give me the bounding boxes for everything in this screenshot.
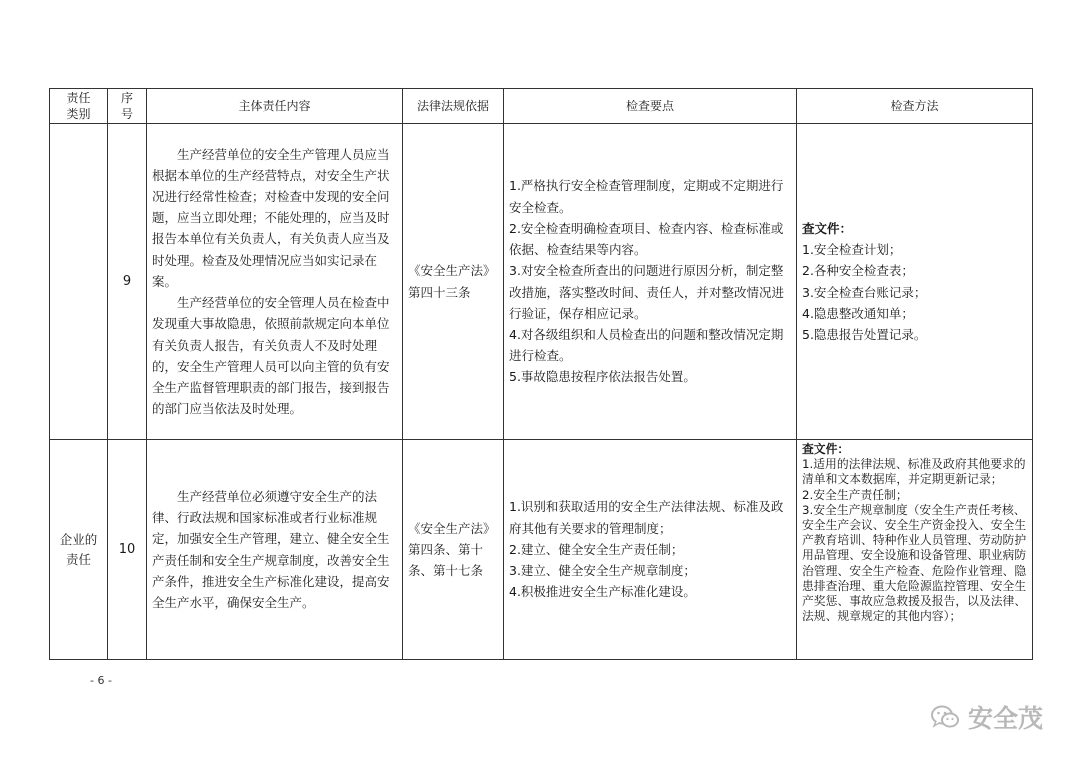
header-law: 法律法规依据 (403, 89, 504, 124)
page-number: - 6 - (90, 674, 112, 687)
check-point-item: 3.对安全检查所查出的问题进行原因分析，制定整改措施，落实整改时间、责任人，并对整改情况进行验证，保存相应记录。 (509, 263, 785, 321)
method-item: 4.隐患整改通知单； (802, 305, 914, 321)
check-point-item: 1.识别和获取适用的安全生产法律法规、标准及政府其他有关要求的管理制度； (509, 499, 784, 536)
check-method (797, 440, 1033, 660)
check-point-item: 2.建立、健全安全生产责任制； (509, 541, 684, 557)
header-number: 序 号 (108, 89, 147, 124)
header-points: 检查要点 (504, 89, 797, 124)
check-point-item: 5.事故隐患按程序依法报告处置。 (509, 369, 696, 385)
content-paragraph: 生产经营单位必须遵守安全生产的法律、行政法规和国家标准或者行业标准规定，加强安全生产管理，建立、健全安全生产责任制和安全生产规章制度，改善安全生产条件，推进安全生产标准化建设，提高安全生产水平，确保安全生产。 (152, 488, 390, 610)
check-points (504, 124, 797, 440)
law-basis: 《安全生产法》第四十三条 (403, 124, 504, 440)
method-item: 5.隐患报告处置记录。 (802, 326, 927, 342)
responsibility-content (147, 440, 403, 660)
method-item: 1.适用的法律法规、标准及政府其他要求的清单和文本数据库，并定期更新记录； (802, 457, 1026, 487)
table-row (50, 440, 1033, 660)
check-points (504, 440, 797, 660)
row-number: 9 (108, 124, 147, 440)
method-item: 1.安全检查计划； (802, 242, 902, 258)
responsibility-table (49, 88, 1033, 660)
content-paragraph: 生产经营单位的安全生产管理人员应当根据本单位的生产经营特点，对安全生产状况进行经常性检查；对检查中发现的安全问题，应当立即处理；不能处理的，应当及时报告本单位有关负责人，有关负责人应当及时处理。检查及处理情况应当如实记录在案。 (152, 146, 390, 289)
method-item: 3.安全检查台账记录； (802, 284, 927, 300)
check-point-item: 4.积极推进安全生产标准化建设。 (509, 584, 696, 600)
content-paragraph: 生产经营单位的安全管理人员在检查中发现重大事故隐患，依照前款规定向本单位有关负责人报告，有关负责人不及时处理的，安全生产管理人员可以向主管的负有安全生产监督管理职责的部门报告，接到报告的部门应当依法及时处理。 (152, 295, 390, 417)
table-row (50, 124, 1033, 440)
check-method (797, 124, 1033, 440)
account-watermark (930, 700, 1050, 734)
header-method: 检查方法 (797, 89, 1033, 124)
check-point-item: 3.建立、健全安全生产规章制度； (509, 563, 696, 579)
header-content: 主体责任内容 (147, 89, 403, 124)
row-number: 10 (108, 440, 147, 660)
table-header-row (50, 89, 1033, 124)
method-title: 查文件： (802, 220, 853, 236)
method-item: 2.各种安全检查表； (802, 263, 914, 279)
header-category: 责任 类别 (50, 89, 108, 124)
method-item: 2.安全生产责任制； (802, 487, 908, 502)
method-title: 查文件： (802, 442, 850, 456)
check-point-item: 2.安全检查明确检查项目、检查内容、检查标准或依据、检查结果等内容。 (509, 220, 784, 258)
check-point-item: 1.严格执行安全检查管理制度，定期或不定期进行安全检查。 (509, 178, 784, 215)
method-item: 3.安全生产规章制度（安全生产责任考核、安全生产会议、安全生产资金投入、安全生产教育培训、特种作业人员管理、劳动防护用品管理、安全设施和设备管理、职业病防治管理、安全生产检查、危险作业管理、隐患排查治理、重大危险源监控管理、安全生产奖惩、事故应急救援及报告，以及法律、法规、规章规定的其他内容）； (802, 502, 1027, 624)
responsibility-content (147, 124, 403, 440)
watermark-text: 安全茂 (968, 704, 1044, 733)
category-cell (50, 124, 108, 440)
law-basis: 《安全生产法》第四条、第十条、第十七条 (403, 440, 504, 660)
wechat-icon (930, 704, 960, 730)
check-point-item: 4.对各级组织和人员检查出的问题和整改情况定期进行检查。 (509, 326, 784, 364)
category-cell: 企业的 责任 (50, 440, 108, 660)
